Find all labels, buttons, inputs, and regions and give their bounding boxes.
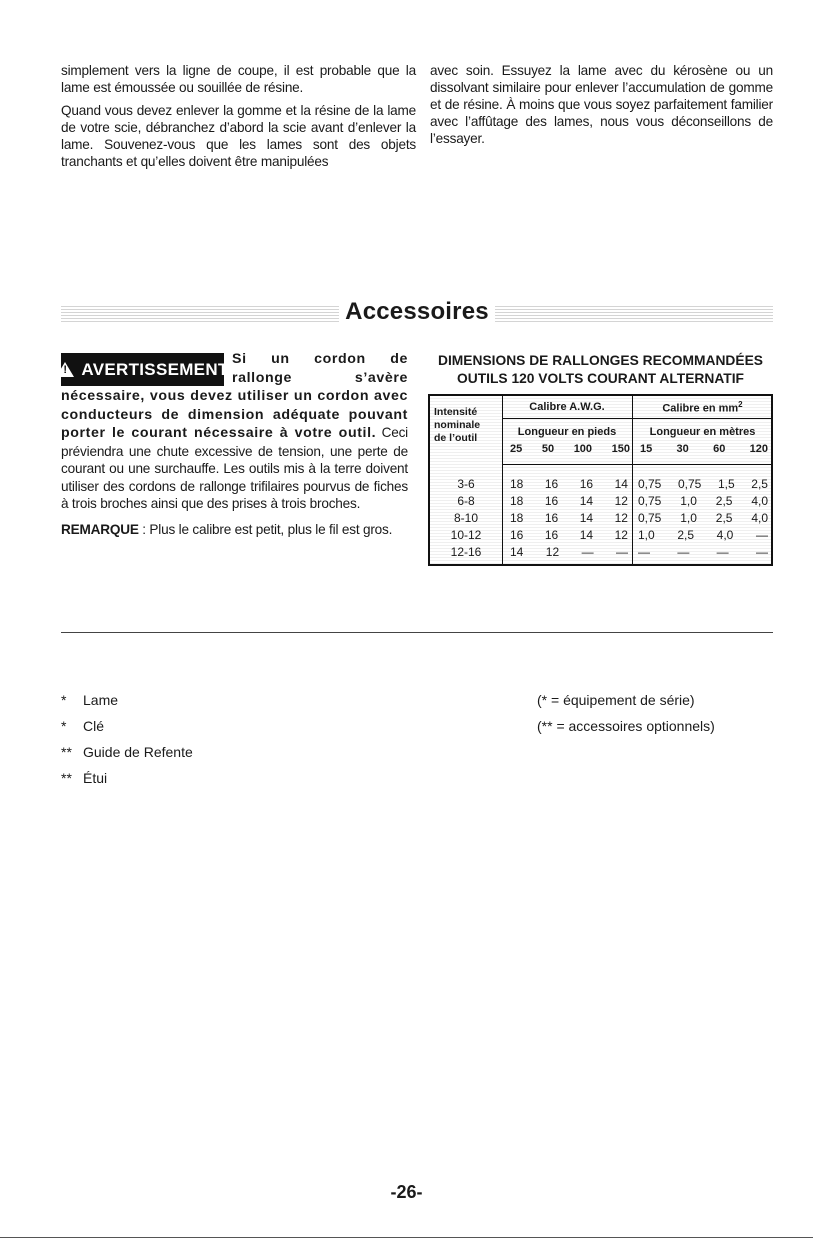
legend-item: (** = accessoires optionnels) [537, 718, 715, 734]
awg-header: Calibre A.W.G. [529, 401, 605, 413]
intro-paragraph: simplement vers la ligne de coupe, il est probable que la lame est émoussée ou souillée de résine. [61, 63, 416, 95]
table-row: 8-10 18 16 14 12 0,75 1,0 2,5 4,0 [453, 511, 768, 525]
warning-badge [61, 353, 229, 386]
list-item: * Lame [61, 692, 119, 708]
intro-left-column [61, 62, 416, 176]
bottom-rule [0, 1237, 813, 1238]
feet-header: Longueur en pieds [517, 426, 617, 438]
table-row: 10-12 16 16 14 12 1,0 2,5 4,0 — [450, 528, 768, 542]
table-row: 3-6 18 16 16 14 0,75 0,75 1,5 2,5 [457, 477, 768, 491]
section-header [61, 296, 773, 330]
table-title-line1: DIMENSIONS DE RALLONGES RECOMMANDÉES [437, 353, 763, 368]
list-item: ** Étui [61, 770, 108, 786]
amperage-header: Intensité nominale de l’outil [434, 406, 481, 444]
extension-cord-table [428, 394, 773, 566]
legend-item: (* = équipement de série) [537, 692, 695, 708]
table-divider [502, 418, 771, 419]
section-title: Accessoires [61, 298, 773, 326]
intro-right-column [430, 62, 773, 153]
mm-header: Calibre en $mm^2$ [662, 400, 743, 415]
note-text: : Plus le calibre est petit, plus le fil est gros. [138, 521, 393, 537]
page-number: -26- [390, 1182, 423, 1202]
meter-lengths: 15 30 60 120 [640, 443, 768, 455]
section-divider [61, 632, 773, 633]
intro-paragraph: Quand vous devez enlever la gomme et la résine de la lame de votre scie, débranchez d’abord la scie avant d’enlever la lame. Souvenez-vous que les lames sont des objets tranchants et qu’elles doivent être manipulées [61, 103, 416, 169]
list-item: ** Guide de Refente [61, 744, 193, 760]
feet-lengths: 25 50 100 150 [510, 443, 630, 455]
accessory-list [61, 687, 193, 791]
warning-badge-label: AVERTISSEMENT [81, 359, 229, 379]
note [61, 521, 408, 539]
table-title [428, 352, 773, 388]
warning-block [61, 350, 408, 538]
table-row: 12-16 14 12 — — — — — — [450, 545, 768, 559]
warning-triangle-icon [56, 362, 74, 377]
table-row: 6-8 18 16 14 12 0,75 1,0 2,5 4,0 [457, 494, 768, 508]
table-title-line2: OUTILS 120 VOLTS COURANT ALTERNATIF [457, 371, 744, 386]
warning-bold-text: Si un cordon de rallonge s’avère nécessaire, vous devez utiliser un cordon avec conducteurs de dimension adéquate pouvant porter le courant nécessaire à votre outil. [61, 351, 408, 441]
meters-header: Longueur en mètres [649, 426, 756, 438]
table-body [430, 476, 773, 561]
note-label: REMARQUE [61, 521, 139, 537]
intro-paragraph: avec soin. Essuyez la lame avec du kérosène ou un dissolvant similaire pour enlever l’accumulation de gomme et de résine. À moins que vous soyez parfaitement familier avec l’affûtage des lames, nous vous déconseillons de l’essayer. [430, 63, 773, 146]
table-divider [502, 464, 771, 465]
list-item: * Clé [61, 718, 105, 734]
warning-body-text: Ceci préviendra une chute excessive de tension, une perte de courant ou une surchauffe. Les outils mis à la terre doivent utiliser des cordons de rallonge trifilaires pourvus de fiches à trois broches ainsi que des prises à trois broches. [61, 425, 408, 511]
legend [537, 687, 715, 739]
